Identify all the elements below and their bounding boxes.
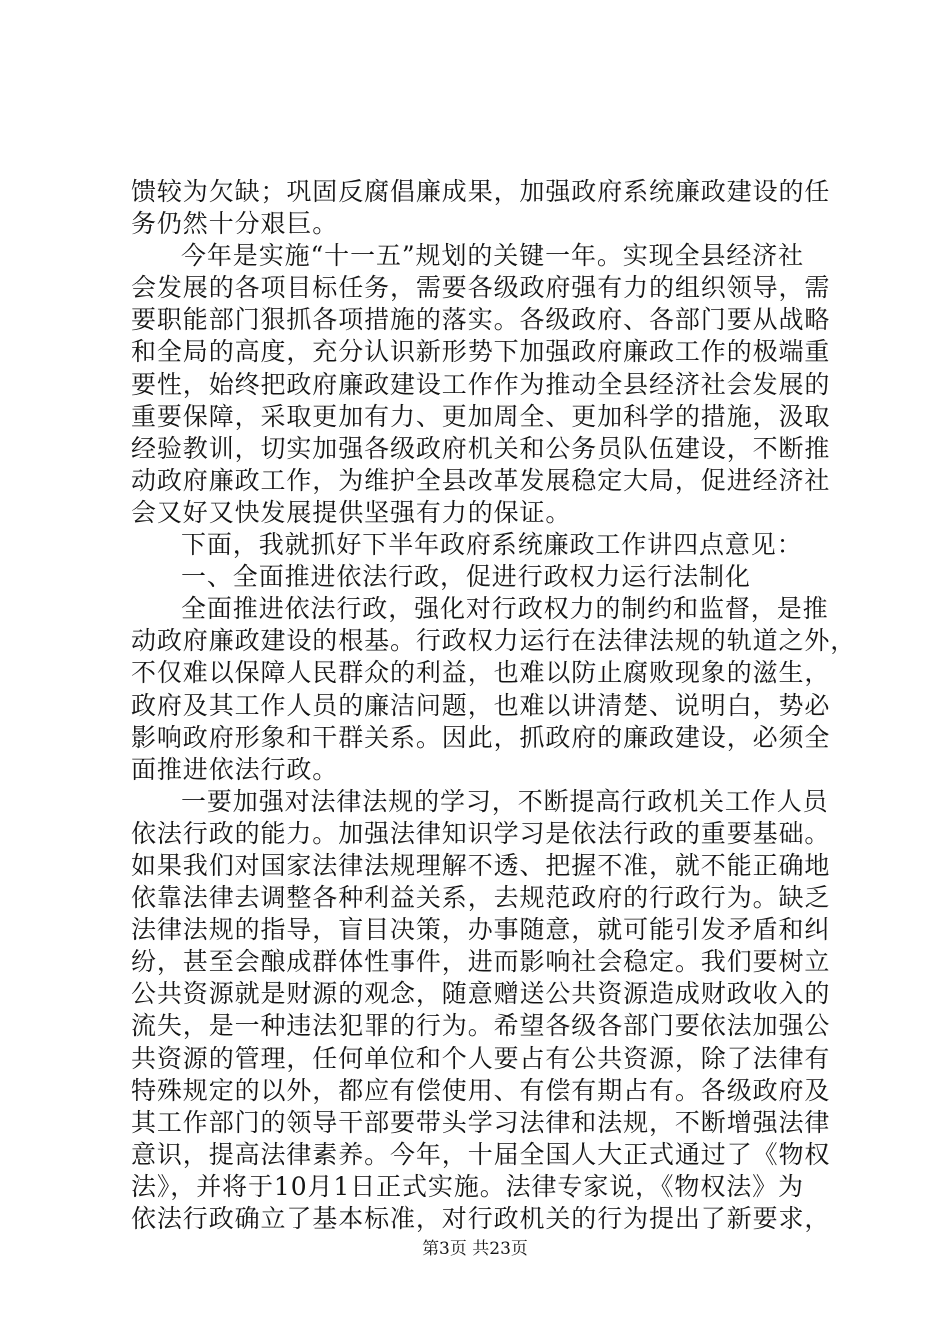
text-line: 要职能部门狠抓各项措施的落实。各级政府、各部门要从战略 bbox=[131, 305, 831, 335]
text-line: 一、全面推进依法行政，促进行政权力运行法制化 bbox=[181, 562, 751, 592]
text-line: 全面推进依法行政，强化对行政权力的制约和监督，是推 bbox=[181, 594, 829, 624]
text-line: 面推进依法行政。 bbox=[131, 754, 339, 784]
text-line: 务仍然十分艰巨。 bbox=[131, 209, 339, 239]
text-line: 依法行政确立了基本标准，对行政机关的行为提出了新要求， bbox=[131, 1204, 831, 1233]
text-line: 影响政府形象和干群关系。因此，抓政府的廉政建设，必须全 bbox=[131, 722, 831, 752]
text-line: 下面，我就抓好下半年政府系统廉政工作讲四点意见： bbox=[181, 530, 803, 560]
text-line: 公共资源就是财源的观念，随意赠送公共资源造成财政收入的 bbox=[131, 979, 831, 1009]
text-line: 和全局的高度，充分认识新形势下加强政府廉政工作的极端重 bbox=[131, 337, 831, 367]
text-line: 政府及其工作人员的廉洁问题，也难以讲清楚、说明白，势必 bbox=[131, 690, 831, 720]
text-line: 馈较为欠缺；巩固反腐倡廉成果，加强政府系统廉政建设的任 bbox=[131, 177, 831, 206]
text-line: 要性，始终把政府廉政建设工作作为推动全县经济社会发展的 bbox=[131, 369, 831, 399]
text-line: 今年是实施“十一五”规划的关键一年。实现全县经济社 bbox=[181, 241, 805, 271]
text-line: 法律法规的指导，盲目决策，办事随意，就可能引发矛盾和纠 bbox=[131, 915, 831, 945]
text-line: 动政府廉政工作，为维护全县改革发展稳定大局，促进经济社 bbox=[131, 465, 831, 495]
text-line: 不仅难以保障人民群众的利益，也难以防止腐败现象的滋生， bbox=[131, 658, 831, 688]
text-line: 共资源的管理，任何单位和个人要占有公共资源，除了法律有 bbox=[131, 1043, 831, 1073]
text-line: 一要加强对法律法规的学习，不断提高行政机关工作人员 bbox=[181, 786, 829, 816]
text-line: 经验教训，切实加强各级政府机关和公务员队伍建设，不断推 bbox=[131, 433, 831, 463]
text-line: 重要保障，采取更加有力、更加周全、更加科学的措施，汲取 bbox=[131, 401, 831, 431]
text-line: 法》，并将于10月1日正式实施。法律专家说，《物权法》为 bbox=[131, 1171, 804, 1201]
page-number-footer: 第3页 共23页 bbox=[422, 1239, 528, 1259]
text-line: 特殊规定的以外，都应有偿使用、有偿有期占有。各级政府及 bbox=[131, 1075, 831, 1105]
text-line: 如果我们对国家法律法规理解不透、把握不准，就不能正确地 bbox=[131, 850, 831, 880]
text-line: 动政府廉政建设的根基。行政权力运行在法律法规的轨道之外， bbox=[131, 626, 857, 656]
text-line: 流失，是一种违法犯罪的行为。希望各级各部门要依法加强公 bbox=[131, 1011, 831, 1041]
text-line: 依法行政的能力。加强法律知识学习是依法行政的重要基础。 bbox=[131, 818, 831, 848]
text-line: 会发展的各项目标任务，需要各级政府强有力的组织领导，需 bbox=[131, 273, 831, 303]
text-line: 意识，提高法律素养。今年，十届全国人大正式通过了《物权 bbox=[131, 1139, 831, 1169]
text-line: 其工作部门的领导干部要带头学习法律和法规，不断增强法律 bbox=[131, 1107, 831, 1137]
document-body bbox=[131, 176, 857, 1235]
text-line: 纷，甚至会酿成群体性事件，进而影响社会稳定。我们要树立 bbox=[131, 947, 831, 977]
text-line: 会又好又快发展提供坚强有力的保证。 bbox=[131, 497, 572, 527]
text-line: 依靠法律去调整各种利益关系，去规范政府的行政行为。缺乏 bbox=[131, 883, 831, 913]
